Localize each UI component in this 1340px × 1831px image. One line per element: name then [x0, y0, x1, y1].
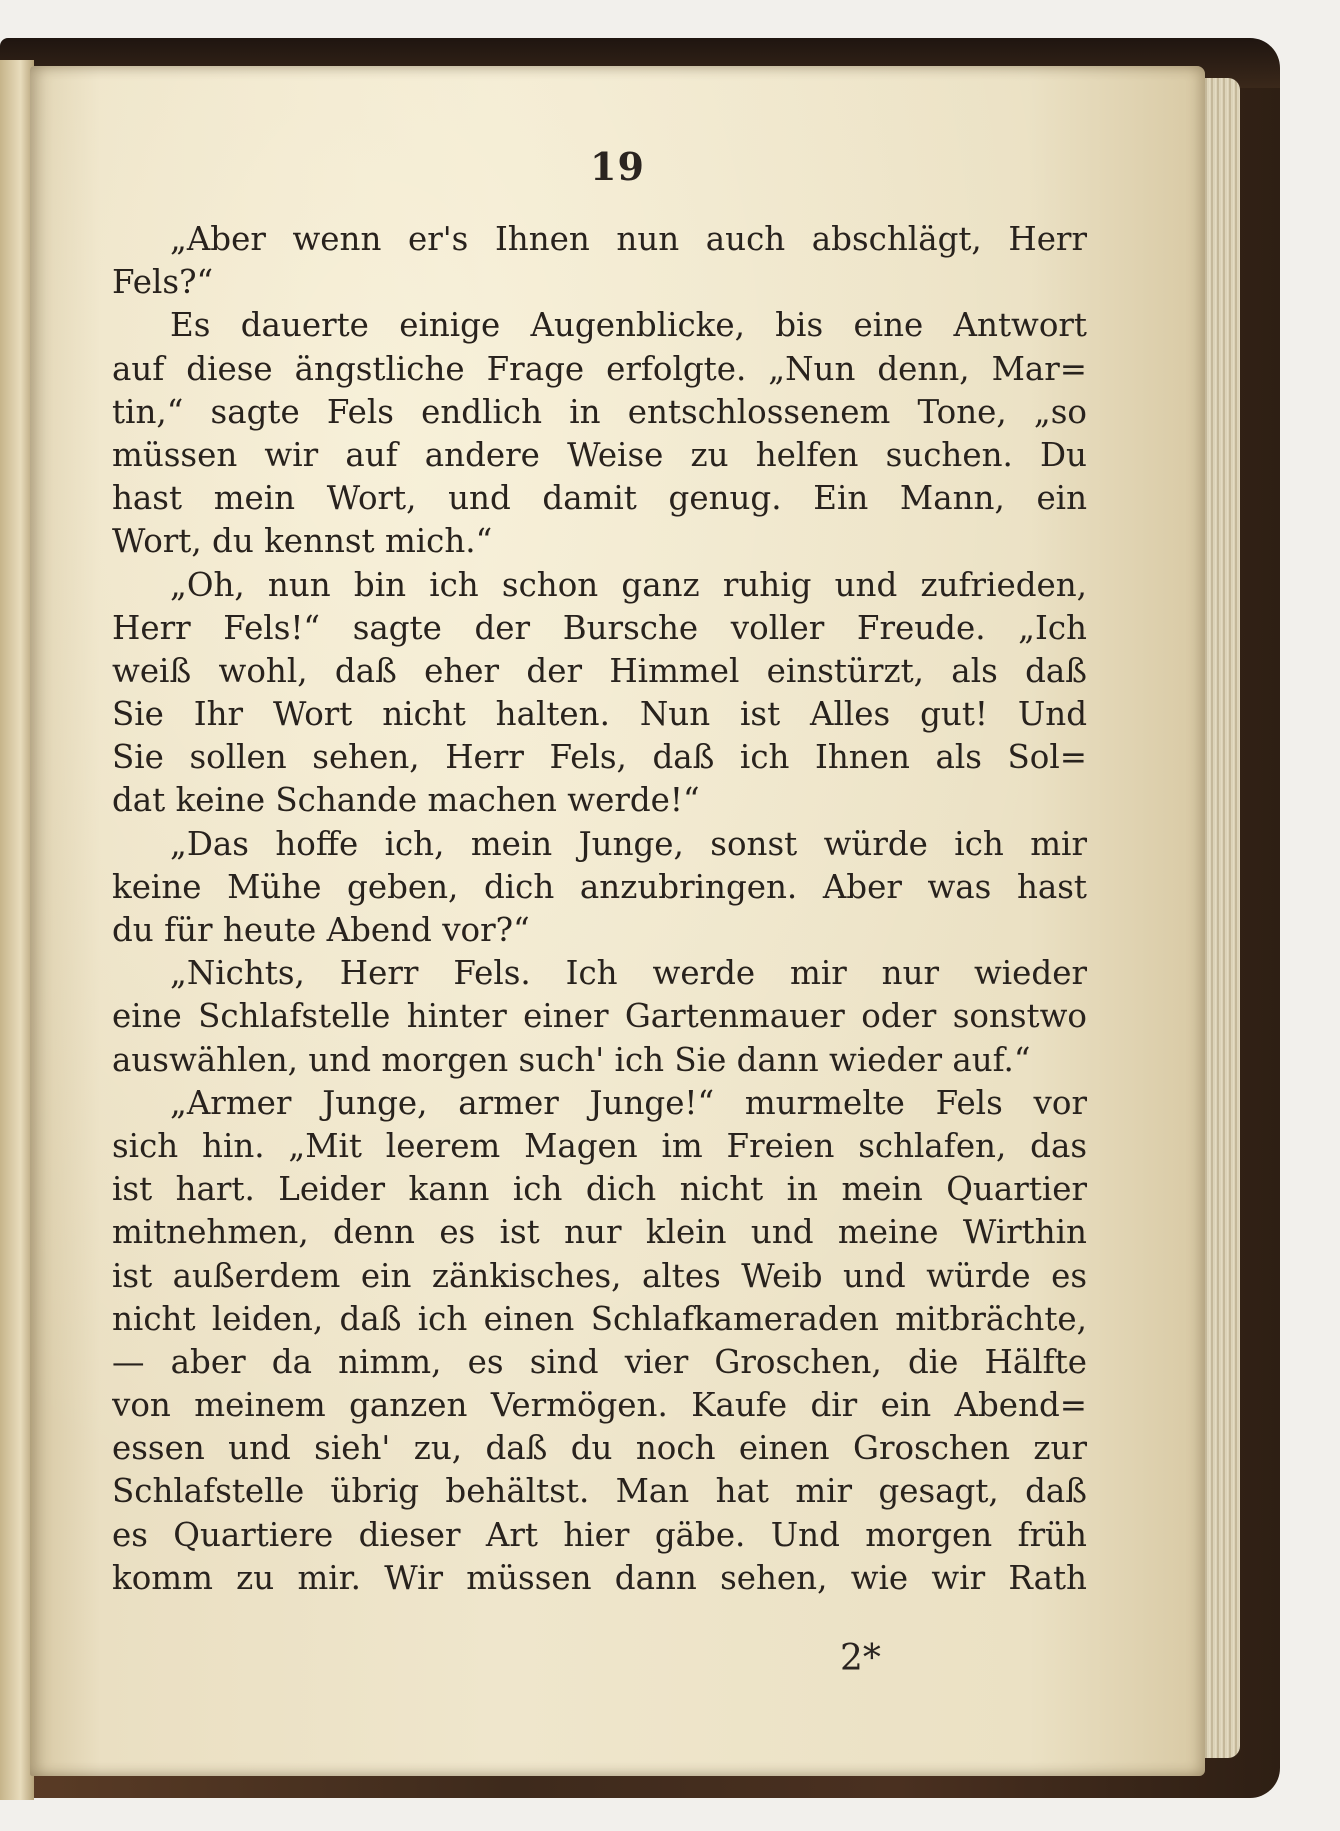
facing-page-edge	[0, 60, 34, 1800]
text-line: tin,“ sagte Fels endlich in entschlossenem Tone, „so	[112, 392, 1087, 431]
text-line: auf diese ängstliche Frage erfolgte. „Nun denn, Mar=	[112, 349, 1087, 388]
text-line: „Nichts, Herr Fels. Ich werde mir nur wieder	[170, 954, 1087, 993]
text-line: keine Mühe geben, dich anzubringen. Aber was hast	[112, 867, 1087, 906]
text-line: es Quartiere dieser Art hier gäbe. Und morgen früh	[112, 1515, 1087, 1554]
body-text	[112, 218, 1087, 1600]
text-line: hast mein Wort, und damit genug. Ein Mann, ein	[112, 479, 1087, 518]
text-line: weiß wohl, daß eher der Himmel einstürzt, als daß	[112, 651, 1087, 690]
text-line: Fels?“	[112, 263, 214, 302]
text-line: Sie Ihr Wort nicht halten. Nun ist Alles gut! Und	[112, 695, 1087, 734]
text-line: „Oh, nun bin ich schon ganz ruhig und zufrieden,	[170, 565, 1087, 604]
text-line: Schlafstelle übrig behältst. Man hat mir gesagt, daß	[112, 1472, 1087, 1511]
text-line: du für heute Abend vor?“	[112, 911, 530, 949]
text-line: Herr Fels!“ sagte der Bursche voller Freude. „Ich	[112, 608, 1087, 647]
text-line: dat keine Schande machen werde!“	[112, 781, 700, 820]
text-line: ist hart. Leider kann ich dich nicht in mein Quartier	[112, 1170, 1087, 1209]
book-page	[30, 66, 1205, 1776]
text-line: Es dauerte einige Augenblicke, bis eine Antwort	[170, 306, 1087, 345]
page-number: 19	[590, 144, 645, 189]
text-line: essen und sieh' zu, daß du noch einen Groschen zur	[112, 1429, 1087, 1468]
text-line: eine Schlafstelle hinter einer Gartenmauer oder sonstwo	[112, 997, 1087, 1036]
text-line: „Armer Junge, armer Junge!“ murmelte Fels vor	[170, 1083, 1087, 1122]
text-line: nicht leiden, daß ich einen Schlafkameraden mitbrächte,	[112, 1299, 1087, 1338]
text-line: auswählen, und morgen such' ich Sie dann wieder auf.“	[112, 1040, 1031, 1079]
text-line: Sie sollen sehen, Herr Fels, daß ich Ihnen als Sol=	[112, 738, 1087, 777]
text-line: „Das hoffe ich, mein Junge, sonst würde ich mir	[170, 824, 1087, 863]
text-line: Wort, du kennst mich.“	[112, 522, 493, 561]
text-line: von meinem ganzen Vermögen. Kaufe dir ein Abend=	[112, 1386, 1087, 1425]
text-line: mitnehmen, denn es ist nur klein und meine Wirthin	[112, 1213, 1087, 1252]
text-line: — aber da nimm, es sind vier Groschen, die Hälfte	[112, 1342, 1087, 1381]
text-line: ist außerdem ein zänkisches, altes Weib und würde es	[112, 1256, 1087, 1295]
text-line: sich hin. „Mit leerem Magen im Freien schlafen, das	[112, 1126, 1087, 1165]
signature-mark: 2*	[840, 1638, 881, 1679]
text-line: „Aber wenn er's Ihnen nun auch abschlägt, Herr	[170, 220, 1087, 258]
text-line: müssen wir auf andere Weise zu helfen suchen. Du	[112, 435, 1087, 474]
text-line: komm zu mir. Wir müssen dann sehen, wie wir Rath	[112, 1558, 1087, 1597]
